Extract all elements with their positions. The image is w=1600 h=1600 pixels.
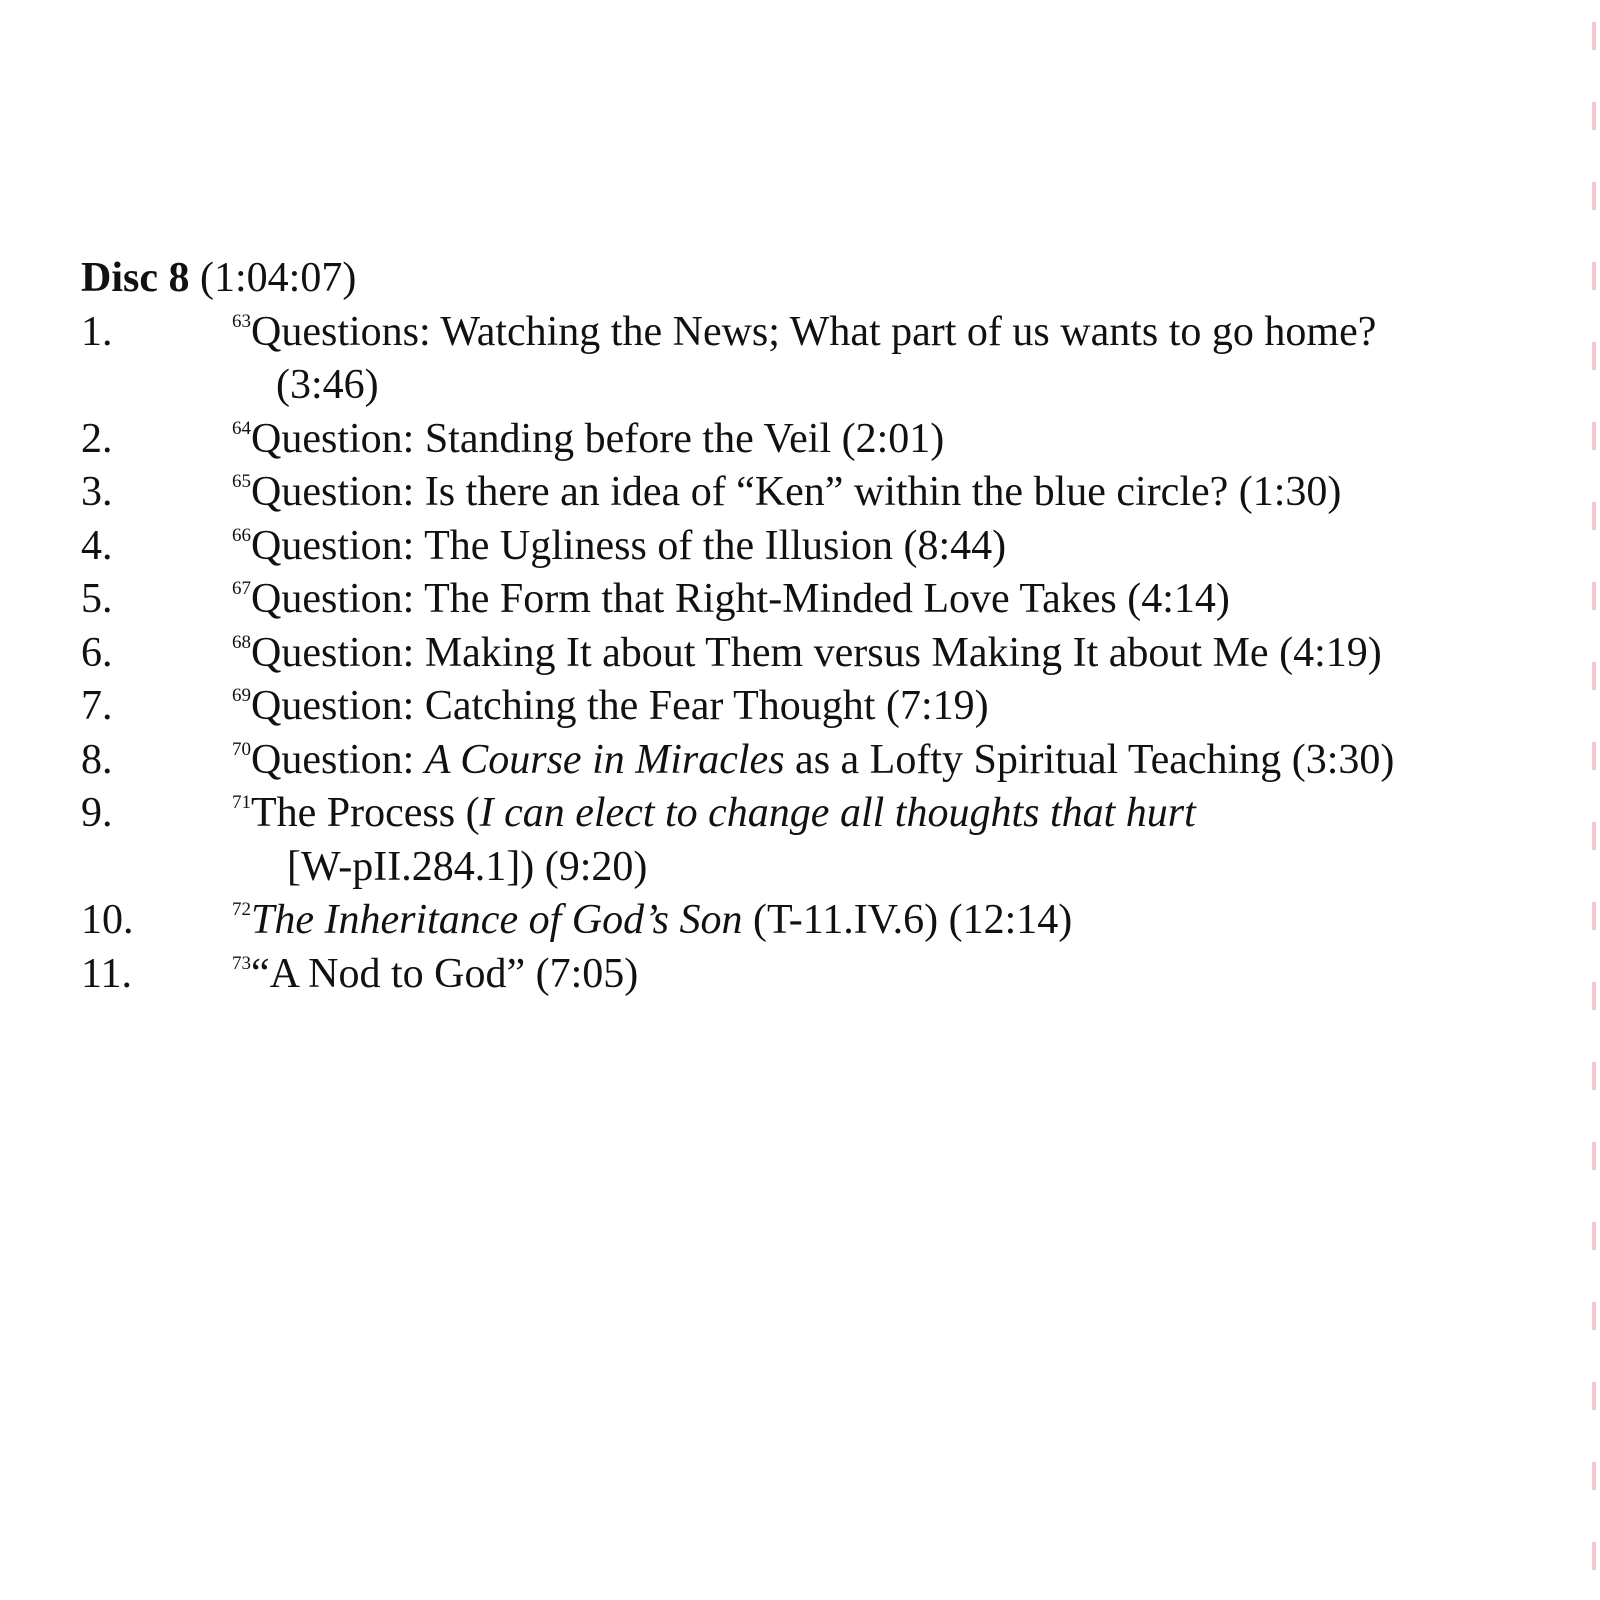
- track-number: 1.: [81, 308, 113, 355]
- track-item: [81, 948, 1581, 1002]
- track-number: 8.: [81, 736, 113, 783]
- track-number: 6.: [81, 629, 113, 676]
- track-title: Question: Standing before the Veil (2:01): [251, 415, 945, 462]
- footnote-marker: 71: [232, 792, 251, 813]
- track-title: Questions: Watching the News; What part of us wants to go home?: [251, 308, 1377, 355]
- track-title-prefix: Question:: [251, 736, 425, 783]
- track-title: Question: The Form that Right-Minded Love Takes (4:14): [251, 576, 1230, 622]
- track-title: Question: Is there an idea of “Ken” within the blue circle? (1:30): [251, 469, 1342, 515]
- disc-label: Disc 8: [81, 255, 190, 301]
- track-item: [81, 734, 1581, 788]
- track-title-suffix: (T-11.IV.6) (12:14): [742, 897, 1073, 943]
- footnote-marker: 63: [232, 310, 251, 332]
- footnote-marker: 69: [232, 685, 251, 706]
- track-item: [81, 306, 1581, 413]
- footnote-marker: 64: [232, 417, 251, 439]
- track-title-italic: The Inheritance of God’s Son: [251, 897, 743, 943]
- disc-header: [81, 252, 1581, 306]
- track-number: 9.: [81, 790, 113, 836]
- track-title-continuation: (3:46): [276, 362, 379, 408]
- track-title: Question: The Ugliness of the Illusion (8:44): [251, 522, 1007, 569]
- track-title: Question: Making It about Them versus Making It about Me (4:19): [251, 629, 1382, 676]
- track-title-italic: I can elect to change all thoughts that hurt: [479, 790, 1196, 836]
- footnote-marker: 67: [232, 578, 251, 599]
- track-title-continuation: [W-pII.284.1]) (9:20): [287, 843, 648, 890]
- track-title-suffix: as a Lofty Spiritual Teaching (3:30): [784, 736, 1395, 783]
- track-item: [81, 894, 1581, 948]
- track-title-italic: A Course in Miracles: [424, 736, 785, 783]
- page-edge-marks: [1592, 0, 1596, 1600]
- track-number: 2.: [81, 415, 113, 462]
- disc-duration: (1:04:07): [200, 255, 357, 301]
- track-item: [81, 787, 1581, 894]
- track-listing: [81, 252, 1581, 1001]
- track-number: 4.: [81, 522, 113, 569]
- footnote-marker: 68: [232, 631, 251, 653]
- track-item: [81, 466, 1581, 520]
- track-item: [81, 627, 1581, 681]
- track-item: [81, 520, 1581, 574]
- track-item: [81, 573, 1581, 627]
- footnote-marker: 73: [232, 952, 251, 974]
- track-item: [81, 680, 1581, 734]
- footnote-marker: 72: [232, 899, 251, 920]
- track-item: [81, 413, 1581, 467]
- footnote-marker: 66: [232, 524, 251, 546]
- track-title: “A Nod to God” (7:05): [251, 950, 639, 997]
- track-number: 11.: [81, 950, 132, 997]
- footnote-marker: 65: [232, 471, 251, 492]
- track-number: 3.: [81, 469, 113, 515]
- track-number: 10.: [81, 897, 134, 943]
- track-title-prefix: The Process (: [251, 790, 480, 836]
- track-title: Question: Catching the Fear Thought (7:19): [251, 683, 989, 729]
- track-number: 5.: [81, 576, 113, 622]
- footnote-marker: 70: [232, 738, 251, 760]
- track-number: 7.: [81, 683, 113, 729]
